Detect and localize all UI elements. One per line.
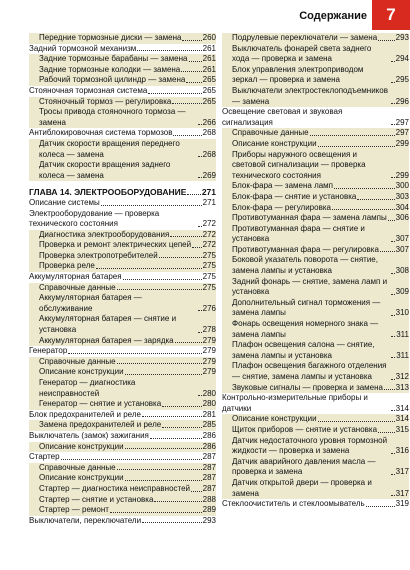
- toc-entry-title: Датчик скорости вращения заднего колеса — замена: [39, 160, 171, 180]
- toc-entry-title: Выключатели электростеклоподъемников — замена: [232, 85, 388, 106]
- toc-entry-page: 268: [202, 128, 216, 138]
- toc-entry-page: 294: [395, 54, 409, 64]
- dot-leader: [182, 40, 201, 41]
- toc-entry-title: Стартер — ремонт: [39, 505, 109, 515]
- dot-leader: [173, 135, 201, 136]
- toc-entry: [222, 436, 409, 457]
- toc-entry-title: Рабочий тормозной цилиндр — замена: [39, 75, 186, 85]
- dot-leader: [391, 273, 395, 274]
- toc-entry: [29, 209, 216, 230]
- dot-leader: [384, 389, 395, 390]
- toc-entry-title: Звуковые сигналы — проверка и замена: [232, 382, 383, 392]
- toc-entry: [29, 44, 216, 55]
- toc-entry: [222, 203, 409, 214]
- toc-entry-page: 314: [395, 403, 409, 413]
- dot-leader: [150, 438, 202, 439]
- toc-entry-page: 314: [395, 414, 409, 424]
- toc-entry-page: 269: [202, 170, 216, 180]
- toc-entry: [29, 463, 216, 474]
- toc-entry-page: 286: [202, 430, 216, 440]
- toc-entry: [29, 442, 216, 453]
- toc-entry-page: 261: [202, 43, 216, 53]
- toc-entry-title: Справочные данные: [39, 462, 116, 472]
- toc-entry-page: 306: [395, 213, 409, 223]
- dot-leader: [175, 342, 202, 343]
- dot-leader: [162, 427, 201, 428]
- toc-entry: [29, 86, 216, 97]
- toc-entry-page: 287: [202, 483, 216, 493]
- toc-entry: [29, 452, 216, 463]
- toc-entry: [222, 139, 409, 150]
- toc-entry: [222, 499, 409, 510]
- toc-entry-title: Аккумуляторная батарея — снятие и установка: [39, 314, 177, 335]
- toc-entry-page: 297: [395, 128, 409, 138]
- toc-entry-title: Выключатели, переключатели: [29, 515, 142, 525]
- dot-leader: [391, 124, 395, 125]
- dot-leader: [391, 410, 395, 411]
- dot-leader: [391, 241, 395, 242]
- toc-entry-page: 319: [395, 499, 409, 509]
- toc-entry-page: 300: [395, 181, 409, 191]
- toc-entry-title: Проверка электропотребителей: [39, 250, 158, 260]
- toc-entry-page: 311: [396, 329, 409, 339]
- toc-entry-page: 299: [395, 138, 409, 148]
- toc-entry: [222, 298, 409, 319]
- toc-entry-title: Плафон освещения багажного отделения — снятие, замена лампы и установка: [232, 361, 387, 381]
- toc-entry-title: Датчик аварийного давления масла — проверка и замена: [232, 456, 376, 477]
- toc-entry-title: Стояночная тормозная система: [29, 85, 148, 95]
- toc-entry: [29, 139, 216, 160]
- toc-entry-title: Выключатель (замок) зажигания: [29, 430, 149, 440]
- toc-entry: [29, 97, 216, 108]
- toc-entry: [222, 255, 409, 276]
- toc-entry-page: 307: [395, 244, 409, 254]
- toc-entry-page: 272: [202, 219, 216, 229]
- toc-entry-page: 279: [202, 346, 216, 356]
- toc-entry-title: Задние тормозные колодки — замена: [39, 64, 181, 74]
- dot-leader: [125, 448, 202, 449]
- toc-entry-page: 287: [202, 462, 216, 472]
- toc-entry-title: Блок-фара — замена ламп: [232, 181, 334, 191]
- toc-entry-title: Описание конструкции: [232, 414, 317, 424]
- dot-leader: [391, 103, 395, 104]
- toc-entry-title: Плафон освещения салона — снятие, замена лампы и установка: [232, 340, 375, 360]
- toc-entry-title: Стартер — снятие и установка: [39, 494, 154, 504]
- toc-entry-page: 280: [202, 399, 216, 409]
- toc-entry-page: 304: [395, 202, 409, 212]
- toc-entry-title: Противотуманная фара — регулировка: [232, 244, 379, 254]
- toc-entry: [222, 33, 409, 44]
- toc-right-column: [222, 33, 409, 510]
- toc-entry-page: 288: [202, 494, 216, 504]
- toc-entry-title: Проверка и ремонт электрических цепей: [39, 240, 192, 250]
- toc-entry: [29, 378, 216, 399]
- toc-entry: [29, 473, 216, 484]
- toc-entry-title: Блок предохранителей и реле: [29, 409, 141, 419]
- dot-leader: [192, 247, 202, 248]
- toc-entry-title: Противотуманная фара — замена лампы: [232, 213, 387, 223]
- dot-leader: [378, 432, 395, 433]
- dot-leader: [378, 40, 395, 41]
- toc-entry-page: 279: [202, 356, 216, 366]
- toc-entry: [222, 86, 409, 107]
- dot-leader: [388, 220, 395, 221]
- toc-entry-title: Задний тормозной механизм: [29, 43, 137, 53]
- dot-leader: [391, 82, 395, 83]
- dot-leader: [391, 357, 395, 358]
- toc-entry-page: 275: [202, 282, 216, 292]
- toc-entry-page: 265: [202, 96, 216, 106]
- toc-entry: [222, 150, 409, 182]
- dot-leader: [198, 310, 202, 311]
- dot-leader: [172, 103, 201, 104]
- toc-entry: [29, 367, 216, 378]
- toc-entry-title: Щиток приборов — снятие и установка: [232, 424, 378, 434]
- toc-entry-page: 268: [202, 149, 216, 159]
- toc-entry-page: 287: [202, 452, 216, 462]
- dot-leader: [186, 82, 201, 83]
- toc-entry-title: Описание конструкции: [39, 473, 124, 483]
- toc-entry-title: Генератор: [29, 346, 68, 356]
- toc-entry-title: Датчик скорости вращения переднего колеса — замена: [39, 138, 180, 159]
- toc-entry: [29, 484, 216, 495]
- dot-leader: [191, 491, 202, 492]
- dot-leader: [332, 209, 395, 210]
- toc-entry: [222, 383, 409, 394]
- toc-entry: [29, 357, 216, 368]
- toc-entry: [29, 293, 216, 314]
- dot-leader: [198, 395, 202, 396]
- toc-entry-page: 289: [202, 505, 216, 515]
- toc-entry: [29, 128, 216, 139]
- toc-entry: [29, 420, 216, 431]
- dot-leader: [181, 71, 201, 72]
- toc-entry-page: 287: [202, 473, 216, 483]
- dot-leader: [96, 268, 202, 269]
- toc-entry: [222, 107, 409, 128]
- toc-entry-page: 271: [201, 187, 216, 198]
- toc-entry-page: 261: [202, 54, 216, 64]
- toc-entry-page: 312: [395, 372, 409, 381]
- dot-leader: [162, 406, 201, 407]
- toc-entry-title: Генератор — диагностика неисправностей: [39, 378, 136, 398]
- toc-entry: [29, 107, 216, 128]
- toc-entry: [222, 128, 409, 139]
- toc-entry-page: 280: [202, 388, 216, 398]
- page-header: [0, 0, 410, 30]
- toc-entry-page: 313: [395, 382, 409, 392]
- toc-entry-title: Описание системы: [29, 197, 100, 207]
- toc-entry-page: 293: [202, 515, 216, 525]
- toc-entry-title: Фонарь освещения номерного знака — замена лампы: [232, 319, 379, 339]
- toc-entry-page: 278: [202, 325, 216, 335]
- toc-entry: [222, 361, 409, 382]
- dot-leader: [198, 332, 202, 333]
- toc-entry-title: Замена предохранителей и реле: [39, 420, 162, 430]
- dot-leader: [380, 251, 395, 252]
- toc-entry: [222, 213, 409, 224]
- toc-left-column: [29, 33, 216, 526]
- toc-entry-title: Описание конструкции: [39, 441, 124, 451]
- toc-entry: [222, 457, 409, 478]
- toc-entry-title: Подрулевые переключатели — замена: [232, 33, 378, 42]
- dot-leader: [198, 226, 202, 227]
- page-number: 7: [372, 0, 410, 30]
- dot-leader: [125, 374, 202, 375]
- dot-leader: [391, 495, 395, 496]
- toc-entry-page: 295: [395, 75, 409, 85]
- toc-entry-page: 293: [395, 33, 409, 42]
- toc-entry: [29, 346, 216, 357]
- dot-leader: [391, 315, 395, 316]
- toc-entry-title: Задний фонарь — снятие, замена ламп и установка: [232, 276, 388, 297]
- toc-entry: [222, 319, 409, 340]
- toc-entry: [29, 399, 216, 410]
- toc-entry: [29, 516, 216, 527]
- toc-entry-title: Стартер — диагностика неисправностей: [39, 483, 191, 493]
- toc-entry-title: Блок управления электроприводом зеркал — проверка и замена: [232, 64, 364, 85]
- toc-entry: [222, 181, 409, 192]
- toc-entry-title: Передние тормозные диски — замена: [39, 33, 182, 42]
- toc-entry: [222, 224, 409, 245]
- dot-leader: [318, 421, 395, 422]
- toc-entry: [29, 314, 216, 335]
- toc-entry-title: Справочные данные: [39, 356, 116, 366]
- toc-entry-page: 279: [202, 335, 216, 345]
- dot-leader: [318, 146, 395, 147]
- toc-entry: [222, 340, 409, 361]
- toc-entry: [222, 277, 409, 298]
- toc-entry-page: 303: [395, 191, 409, 201]
- toc-entry-title: Противотуманная фара — снятие и установка: [232, 223, 365, 244]
- toc-entry-page: 317: [395, 488, 409, 498]
- toc-entry: [29, 198, 216, 209]
- toc-entry: [29, 251, 216, 262]
- toc-entry: [222, 478, 409, 499]
- toc-entry-title: Описание конструкции: [232, 138, 317, 148]
- toc-entry: [222, 393, 409, 414]
- toc-entry-page: 296: [395, 96, 409, 106]
- toc-entry-page: 275: [202, 261, 216, 271]
- dot-leader: [110, 512, 202, 513]
- dot-leader: [198, 156, 202, 157]
- toc-entry-title: Аккумуляторная батарея — зарядка: [39, 335, 174, 345]
- toc-entry-page: 281: [202, 409, 216, 419]
- toc-entry: [29, 336, 216, 347]
- toc-entry-page: 272: [202, 240, 216, 250]
- toc-entry-page: 261: [202, 64, 216, 74]
- toc-entry: [29, 272, 216, 283]
- toc-entry-title: Выключатель фонарей света заднего хода — проверка и замена: [232, 43, 372, 64]
- toc-entry-page: 297: [395, 117, 409, 127]
- dot-leader: [148, 93, 201, 94]
- dot-leader: [142, 416, 202, 417]
- toc-entry-page: 276: [202, 303, 216, 313]
- toc-entry-page: 316: [395, 446, 409, 456]
- toc-entry-page: 275: [202, 250, 216, 260]
- toc-entry-title: Генератор — снятие и установка: [39, 399, 162, 409]
- toc-entry: [29, 75, 216, 86]
- dot-leader: [391, 294, 395, 295]
- dot-leader: [68, 353, 201, 354]
- dot-leader: [310, 135, 395, 136]
- toc-entry-page: 266: [202, 117, 216, 127]
- toc-entry: [29, 33, 216, 44]
- toc-entry-page: 279: [202, 367, 216, 377]
- toc-entry: [222, 414, 409, 425]
- toc-entry: [29, 230, 216, 241]
- toc-entry: [29, 283, 216, 294]
- toc-entry-title: Освещение световая и звуковая сигнализация: [222, 107, 343, 127]
- toc-entry-title: Справочные данные: [39, 282, 116, 292]
- toc-entry-title: Блок-фара — регулировка: [232, 202, 331, 212]
- toc-entry: [29, 431, 216, 442]
- toc-entry-title: Аккумуляторная батарея: [29, 272, 122, 282]
- chapter-heading: [29, 187, 216, 198]
- toc-entry-page: 317: [395, 467, 409, 477]
- toc-entry-title: Датчик недостаточного уровня тормозной жидкости — проверка и замена: [232, 435, 388, 456]
- toc-entry-page: 260: [202, 33, 216, 42]
- dot-leader: [198, 177, 202, 178]
- toc-entry: [222, 192, 409, 203]
- dot-leader: [391, 379, 395, 380]
- dot-leader: [142, 522, 202, 523]
- toc-entry-title: Дополнительный сигнал торможения — замена лампы: [232, 297, 381, 318]
- toc-entry: [222, 44, 409, 65]
- toc-entry: [29, 410, 216, 421]
- dot-leader: [125, 480, 202, 481]
- toc-entry-title: Антиблокировочная система тормозов: [29, 128, 173, 138]
- toc-entry: [29, 65, 216, 76]
- toc-entry: [29, 160, 216, 181]
- toc-entry: [29, 240, 216, 251]
- toc-entry: [222, 425, 409, 436]
- toc-entry-page: 309: [395, 287, 409, 297]
- toc-entry-title: Диагностика электрооборудования: [39, 229, 170, 239]
- toc-entry: [29, 505, 216, 516]
- dot-leader: [198, 124, 202, 125]
- toc-entry-page: 285: [202, 420, 216, 430]
- toc-entry-page: 308: [395, 266, 409, 276]
- toc-entry-title: Стеклоочиститель и стеклоомыватель: [222, 499, 365, 509]
- toc-entry: [29, 261, 216, 272]
- toc-entry-title: Аккумуляторная батарея — обслуживание: [39, 293, 142, 313]
- dot-leader: [117, 469, 202, 470]
- dot-leader: [154, 501, 201, 502]
- toc-entry-page: 307: [395, 234, 409, 244]
- toc-entry-page: 286: [202, 441, 216, 451]
- dot-leader: [189, 61, 202, 62]
- dot-leader: [391, 453, 395, 454]
- toc-entry-page: 265: [202, 85, 216, 95]
- toc-entry-title: Боковой указатель поворота — снятие, замена лампы и установка: [232, 255, 378, 276]
- toc-entry-title: Приборы наружного освещения и световой сигнализации — проверка технического состояния: [232, 149, 366, 180]
- toc-entry-title: Блок-фара — снятие и установка: [232, 191, 357, 201]
- toc-entry-page: 272: [202, 229, 216, 239]
- dot-leader: [61, 459, 202, 460]
- toc-entry-title: Электрооборудование — проверка технического состояния: [29, 208, 160, 229]
- toc-entry: [222, 65, 409, 86]
- toc-entry-title: Контрольно-измерительные приборы и датчики: [222, 393, 368, 413]
- toc-entry-title: Задние тормозные барабаны — замена: [39, 54, 188, 64]
- dot-leader: [357, 199, 394, 200]
- toc-entry-title: Проверка реле: [39, 261, 95, 271]
- dot-leader: [391, 336, 395, 337]
- dot-leader: [334, 188, 395, 189]
- toc-entry-page: 299: [395, 170, 409, 180]
- toc-entry: [29, 495, 216, 506]
- toc-entry-title: Справочные данные: [232, 128, 309, 138]
- toc-entry-title: Описание конструкции: [39, 367, 124, 377]
- toc-entry-page: 265: [202, 75, 216, 85]
- toc-entry-page: 315: [395, 424, 409, 434]
- toc-entry-page: 311: [396, 350, 409, 360]
- dot-leader: [170, 236, 201, 237]
- toc-entry-title: ГЛАВА 14. ЭЛЕКТРООБОРУДОВАНИЕ: [29, 187, 187, 198]
- dot-leader: [101, 205, 202, 206]
- toc-entry-page: 275: [202, 272, 216, 282]
- toc-entry-title: Стояночный тормоз — регулировка: [39, 96, 172, 106]
- dot-leader: [391, 177, 395, 178]
- toc-entry: [29, 54, 216, 65]
- toc-entry-title: Тросы привода стояночного тормоза — замена: [39, 107, 186, 127]
- toc-entry-title: Стартер: [29, 452, 60, 462]
- dot-leader: [117, 363, 202, 364]
- toc-entry-page: 271: [202, 197, 216, 207]
- toc-entry-title: Датчик открытой двери — проверка и замена: [232, 477, 372, 498]
- toc-entry-page: 310: [395, 308, 409, 318]
- dot-leader: [137, 50, 201, 51]
- toc-entry: [222, 245, 409, 256]
- dot-leader: [117, 289, 202, 290]
- dot-leader: [366, 506, 395, 507]
- dot-leader: [159, 257, 202, 258]
- dot-leader: [187, 194, 200, 195]
- section-title: Содержание: [299, 10, 367, 22]
- dot-leader: [391, 474, 395, 475]
- dot-leader: [123, 279, 202, 280]
- dot-leader: [391, 61, 395, 62]
